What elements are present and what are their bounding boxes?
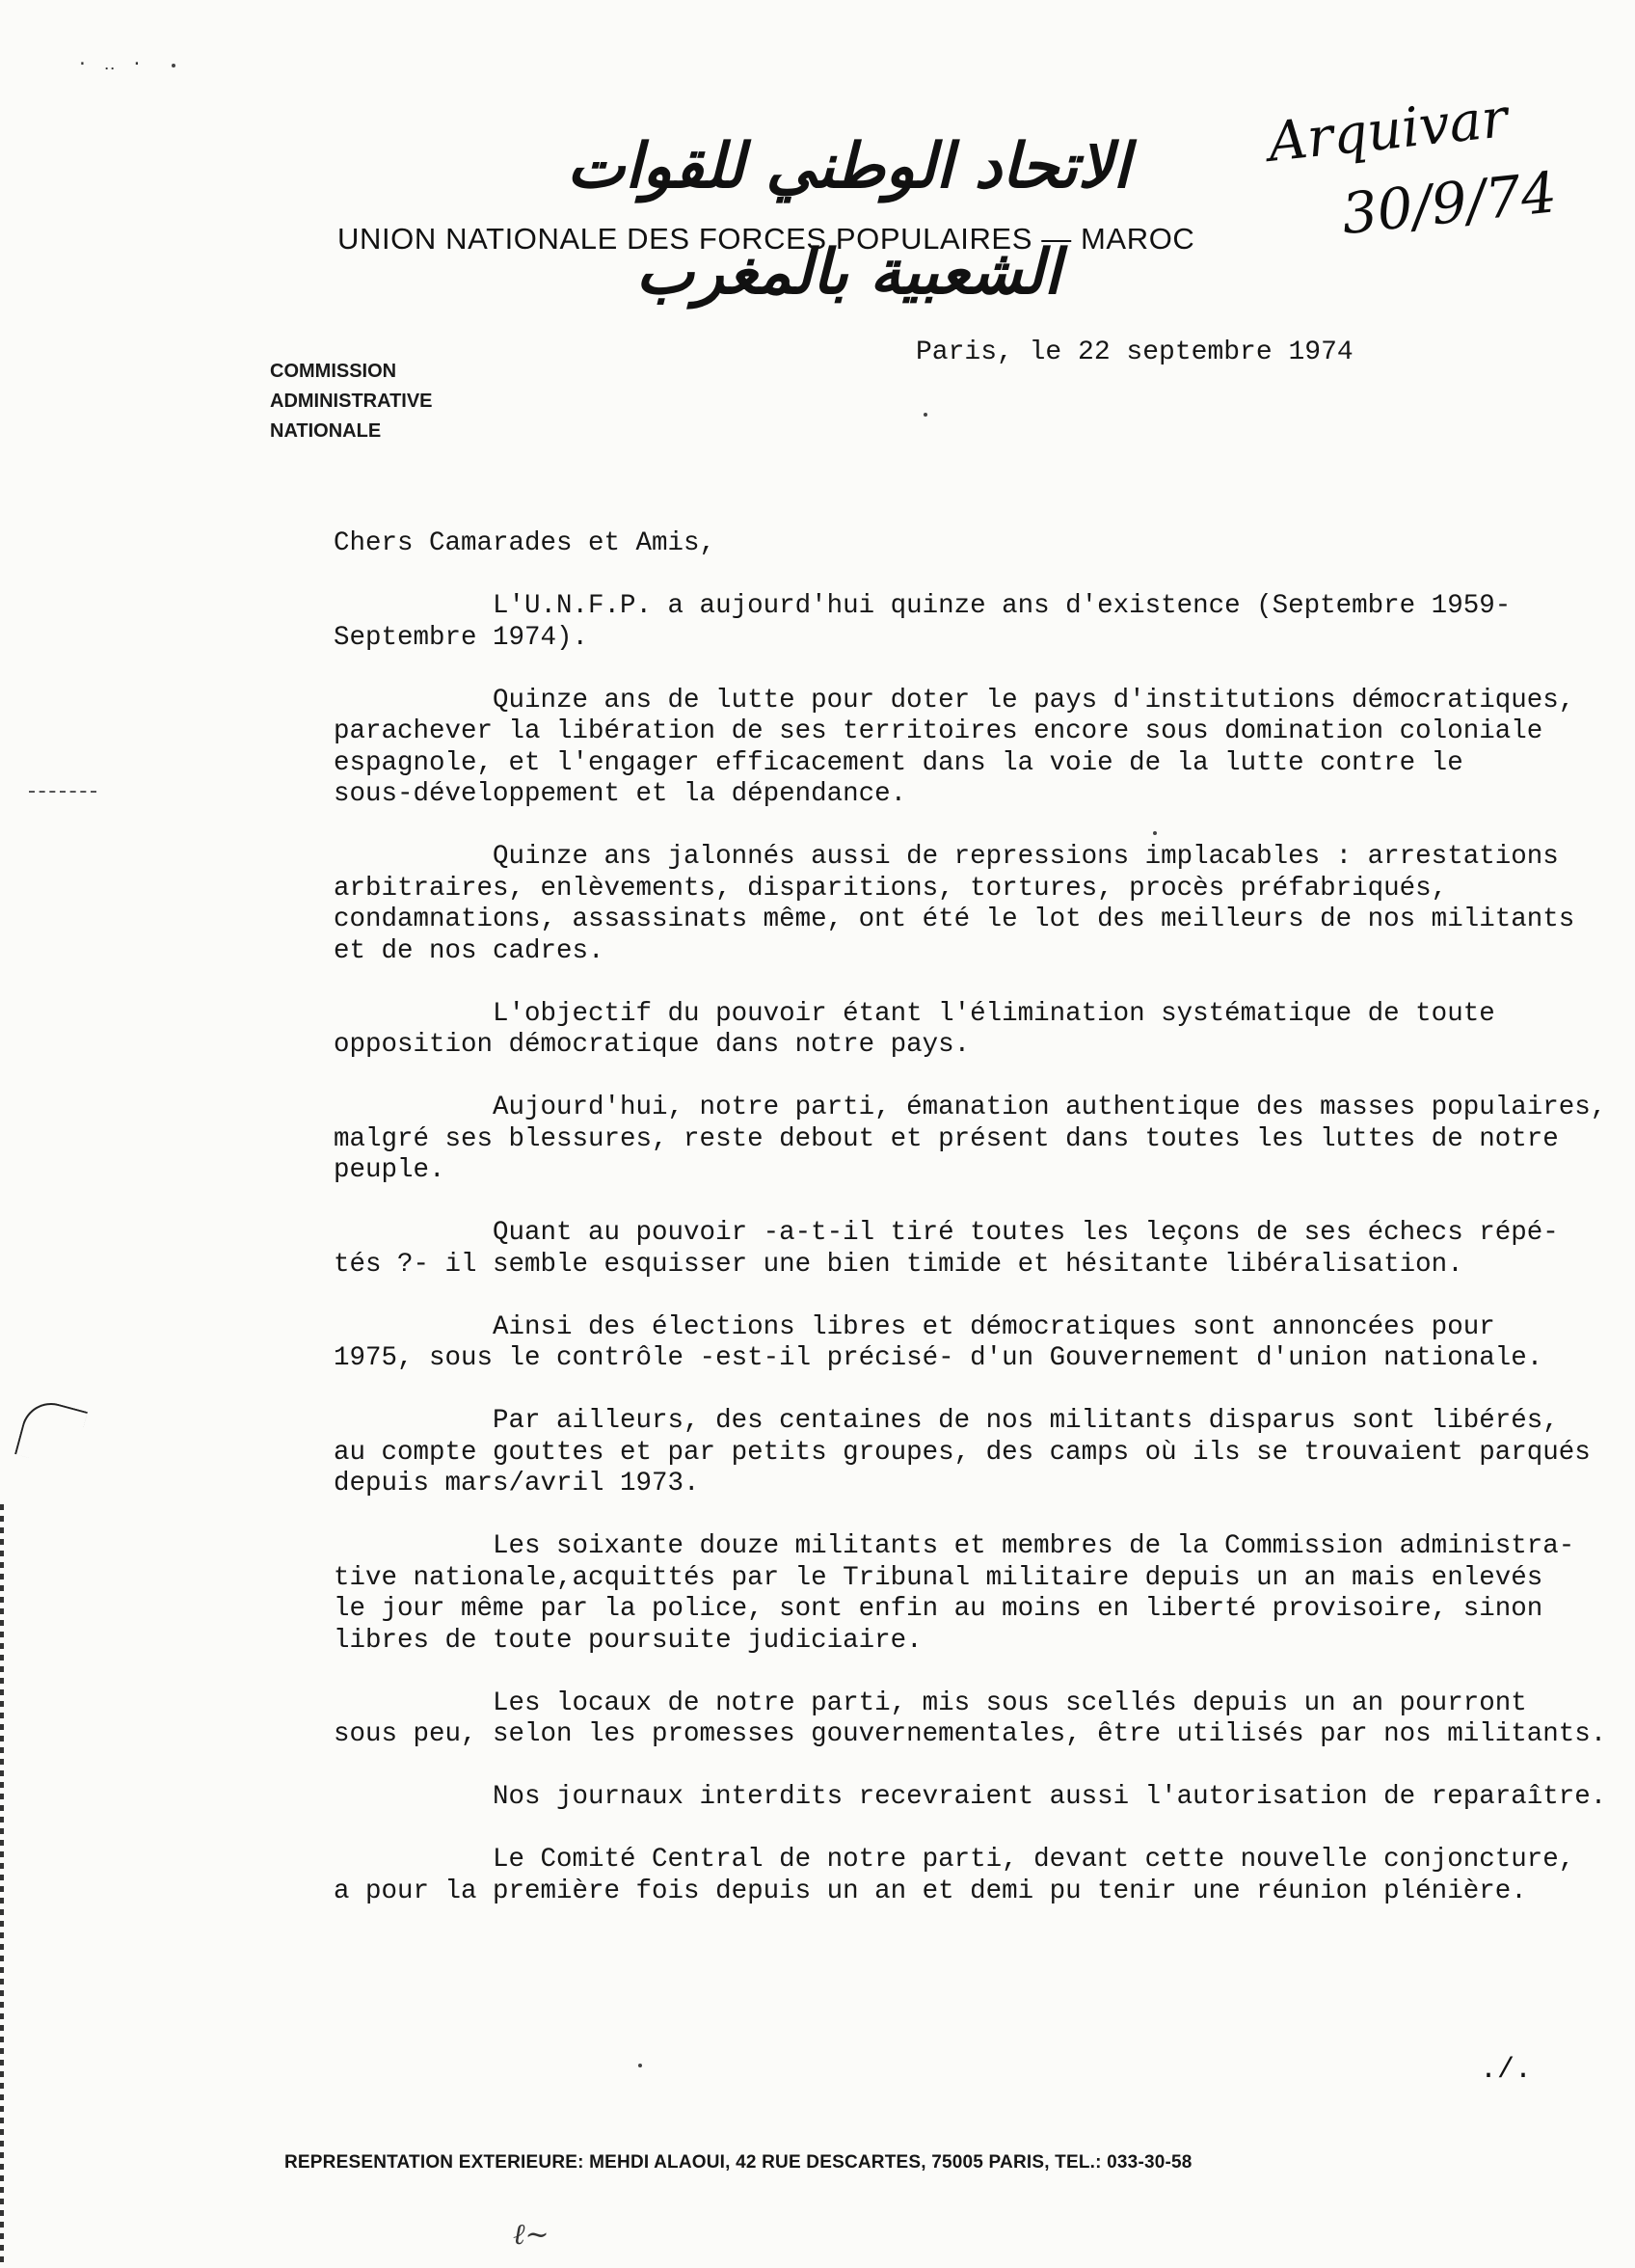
body-line: et de nos cadres. [334,935,604,966]
body-line: a pour la première fois depuis un an et demi pu tenir une réunion plénière. [334,1876,1527,1906]
body-line: Quinze ans jalonnés aussi de repressions implacables : arrestations [334,842,1559,872]
body-line: Septembre 1974). [334,622,589,653]
body-line: Aujourd'hui, notre parti, émanation authentique des masses populaires, [334,1093,1607,1122]
body-line: L'U.N.F.P. a aujourd'hui quinze ans d'existence (Septembre 1959- [334,591,1512,621]
body-line: opposition démocratique dans notre pays. [334,1030,971,1060]
body-line [334,1375,1616,1407]
body-line: le jour même par la police, sont enfin au moins en liberté provisoire, sinon [334,1594,1543,1624]
scan-arc-mark [14,1396,88,1470]
scan-speck [924,413,927,417]
sender-line: NATIONALE [270,420,382,442]
sender-line: COMMISSION [270,361,397,382]
body-line: Les locaux de notre parti, mis sous scellés depuis un an pourront [334,1688,1527,1718]
body-line: Chers Camarades et Amis, [334,528,716,558]
body-line: parachever la libération de ses territoires encore sous domination coloniale [334,716,1543,746]
body-line [334,654,1616,686]
sender-line: ADMINISTRATIVE [270,391,433,412]
body-line: tés ?- il semble esquisser une bien timide et hésitante libéralisation. [334,1249,1463,1280]
body-line: Quant au pouvoir -a-t-il tiré toutes les leçons de ses échecs répé- [334,1218,1559,1248]
body-line [334,1500,1616,1532]
body-line: peuple. [334,1155,445,1185]
body-line: Par ailleurs, des centaines de nos militants disparus sont libérés, [334,1406,1559,1436]
body-line: condamnations, assassinats même, ont été le lot des meilleurs de nos militants [334,904,1575,934]
body-line: Le Comité Central de notre parti, devant cette nouvelle conjoncture, [334,1845,1575,1875]
footer-address: REPRESENTATION EXTERIEURE: MEHDI ALAOUI, 42 RUE DESCARTES, 75005 PARIS, TEL.: 033-30-58 [284,2152,1193,2173]
body-line: malgré ses blessures, reste debout et présent dans toutes les luttes de notre [334,1123,1559,1154]
body-line: L'objectif du pouvoir étant l'élimination systématique de toute [334,998,1495,1029]
body-line [334,1814,1616,1846]
body-line: sous peu, selon les promesses gouvernementales, être utilisés par nos militants. [334,1719,1607,1749]
body-line: Nos journaux interdits recevraient aussi l'autorisation de reparaître. [334,1782,1607,1812]
body-line: espagnole, et l'engager efficacement dans la voie de la lutte contre le [334,747,1463,778]
continuation-mark: ./. [1480,2054,1533,2087]
body-line [334,560,1616,592]
scan-edge-mark [0,1504,4,2268]
body-line: sous-développement et la dépendance. [334,779,907,809]
body-line: Ainsi des élections libres et démocratiques sont annoncées pour [334,1311,1495,1342]
body-line: au compte gouttes et par petits groupes, des camps où ils se trouvaient parqués [334,1437,1591,1468]
corner-scribble: · ‥ · [77,54,146,74]
body-line [334,1751,1616,1783]
body-line [334,967,1616,999]
body-line [334,1281,1616,1312]
handwritten-note-line: Arquivar [1265,87,1511,175]
body-line: arbitraires, enlèvements, disparitions, tortures, procès préfabriqués, [334,873,1448,904]
body-line: tive nationale,acquittés par le Tribunal militaire depuis un an mais enlevés [334,1562,1543,1593]
body-line: 1975, sous le contrôle -est-il précisé- d'un Gouvernement d'union nationale. [334,1343,1543,1373]
letter-body [334,528,1616,1907]
body-line: libres de toute poursuite judiciaire. [334,1625,923,1656]
letter-date: Paris, le 22 septembre 1974 [916,338,1354,367]
body-line: depuis mars/avril 1973. [334,1469,700,1498]
organization-name: UNION NATIONALE DES FORCES POPULAIRES — MAROC [337,222,1195,256]
body-line [334,1657,1616,1688]
body-line [334,1062,1616,1094]
scan-speck [638,2064,642,2067]
handwritten-archive-note [1265,82,1568,265]
arabic-letterhead-title: الاتحاد الوطني للقوات الشعبية بالمغرب [566,130,1131,309]
scan-speck [172,64,175,68]
sender-block [270,357,433,446]
handwritten-note-date: 30/9/74 [1338,159,1560,248]
scan-speck [1153,831,1157,835]
scan-dash-mark [29,791,96,793]
bottom-scribble: ℓ~ [513,2218,549,2252]
body-line [334,811,1616,843]
body-line [334,1187,1616,1219]
body-line: Les soixante douze militants et membres de la Commission administra- [334,1531,1575,1561]
body-line: Quinze ans de lutte pour doter le pays d'institutions démocratiques, [334,685,1575,716]
